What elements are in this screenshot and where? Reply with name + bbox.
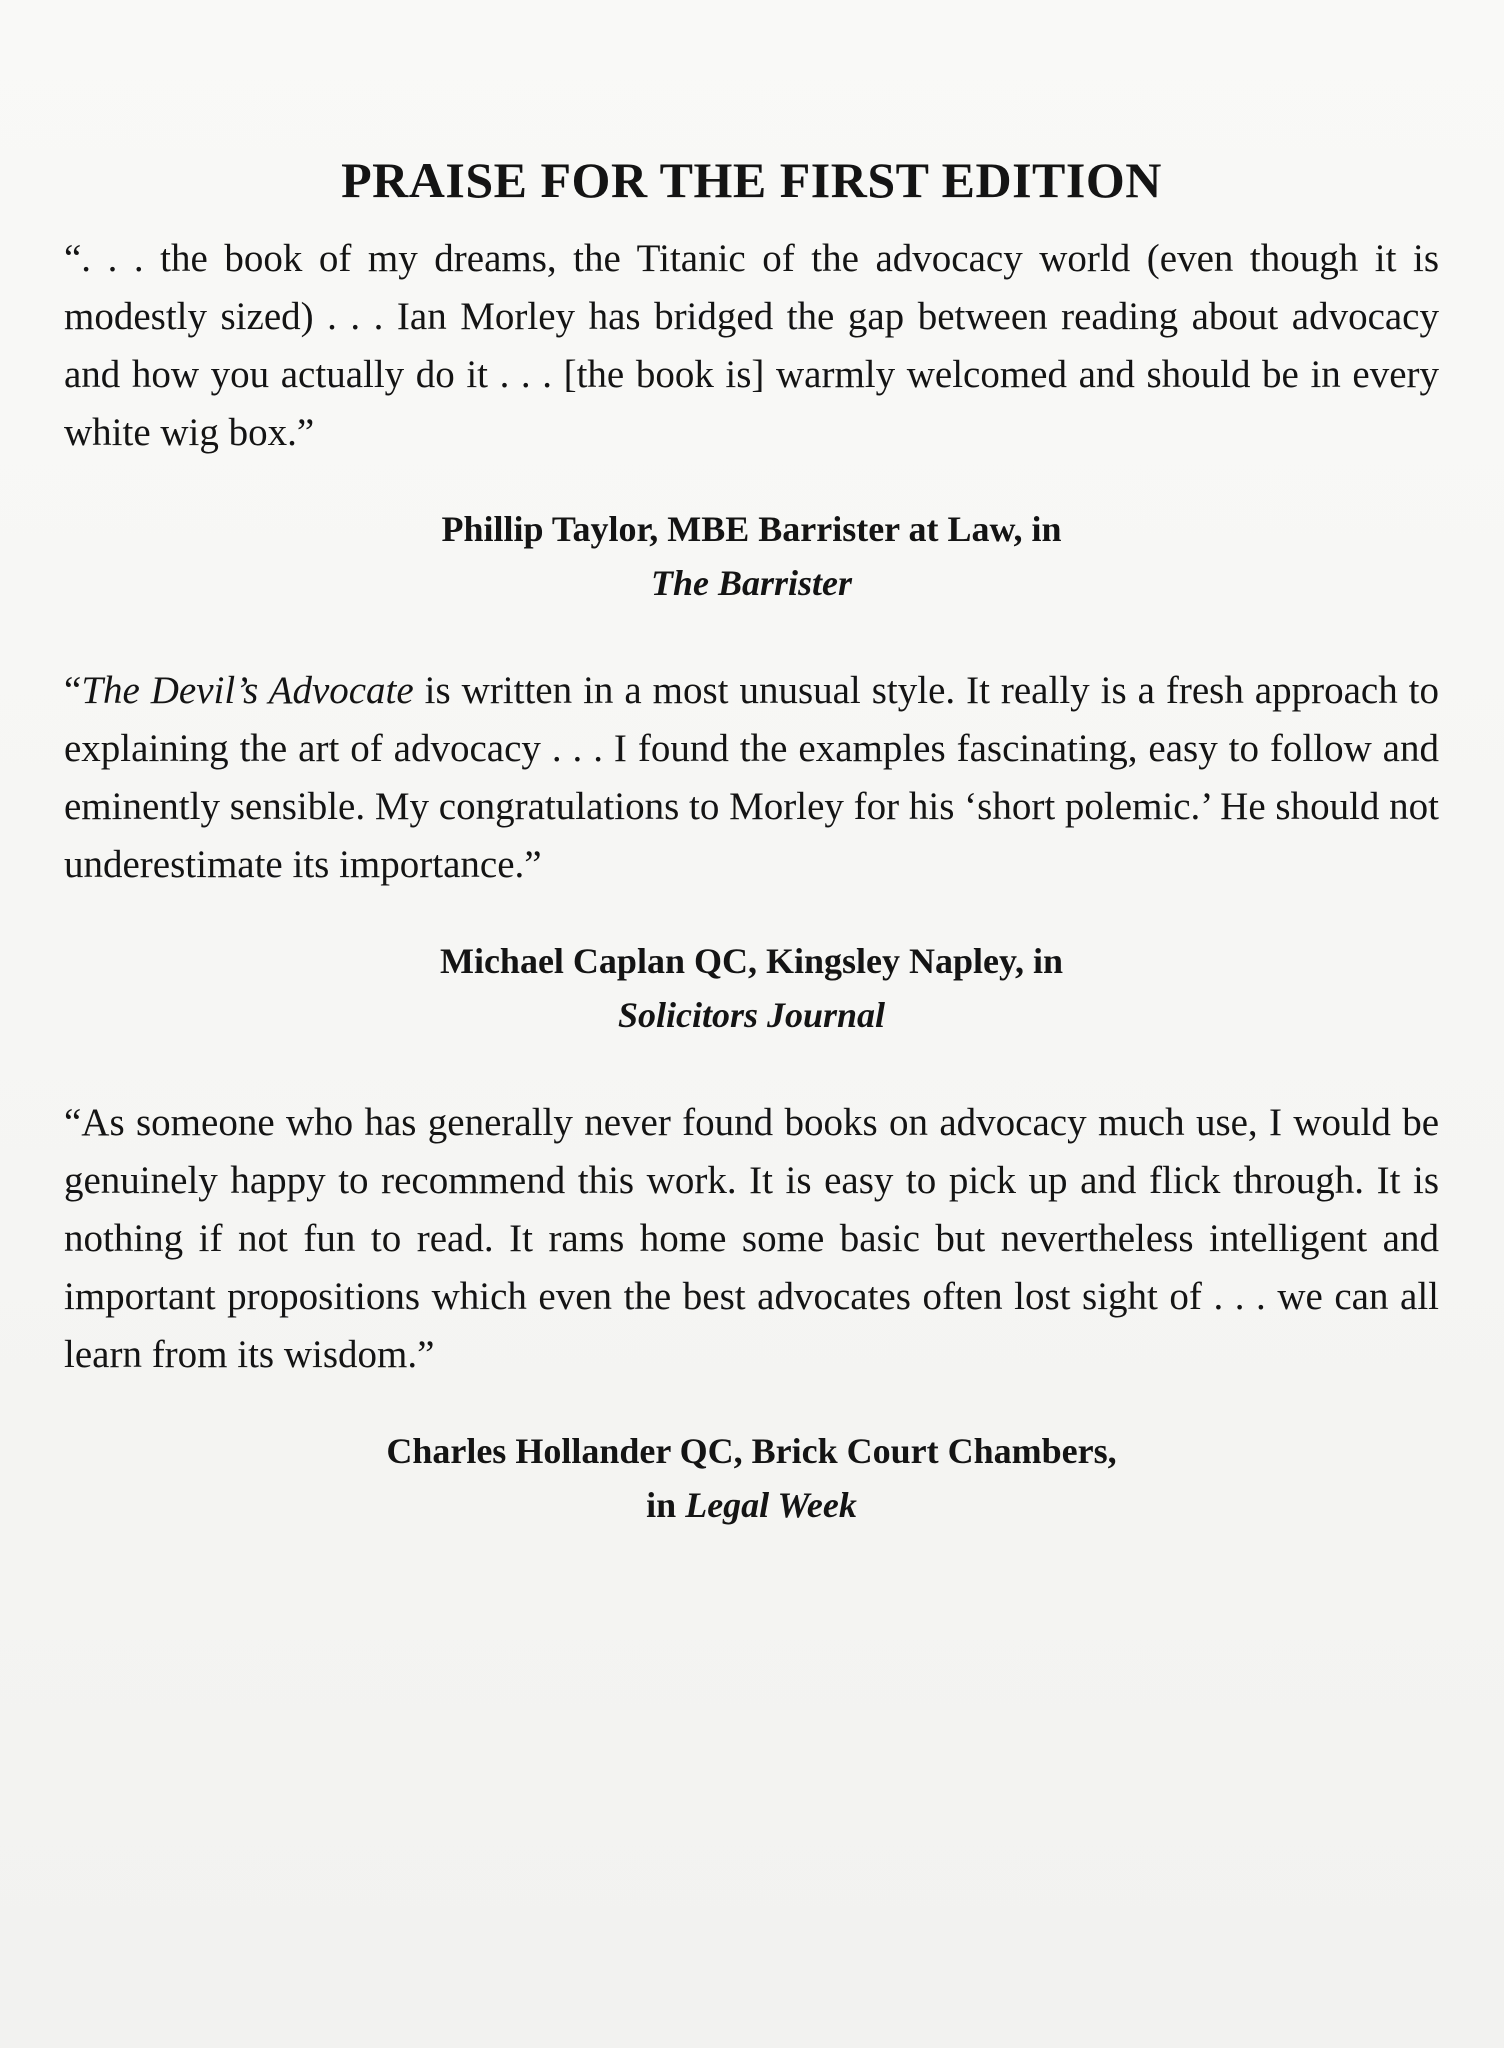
review-publication: Solicitors Journal <box>617 995 886 1035</box>
review-author: Michael Caplan QC, Kingsley Napley, in <box>439 941 1064 981</box>
review-quote: “As someone who has generally never found books on advocacy much use, I would be genuinely happy to recommend this work. It is easy to pick up and flick through. It is nothing if not fun to read. It rams home some basic but nevertheless intelligent and important propositions which even the best advocates often lost sight of . . . we can all learn from its wisdom.” <box>64 1101 1439 1376</box>
review-publication-line <box>64 1478 1439 1532</box>
quote-open-mark: “ <box>64 669 82 712</box>
review-attribution <box>64 934 1439 1042</box>
review-publication: The Barrister <box>650 563 853 603</box>
review-attribution <box>64 502 1439 610</box>
review-attribution <box>64 1424 1439 1532</box>
review-quote <box>64 662 1439 894</box>
review-1 <box>64 230 1439 610</box>
review-publication: Legal Week <box>685 1485 857 1525</box>
praise-section <box>64 150 1439 1532</box>
review-author: Charles Hollander QC, Brick Court Chambers, <box>386 1431 1117 1471</box>
page-title: PRAISE FOR THE FIRST EDITION <box>341 152 1162 208</box>
review-author: Phillip Taylor, MBE Barrister at Law, in <box>441 509 1062 549</box>
publication-prefix: in <box>646 1485 686 1525</box>
review-3 <box>64 1094 1439 1532</box>
review-quote: “. . . the book of my dreams, the Titanic of the advocacy world (even though it is modestly sized) . . . Ian Morley has bridged the gap between reading about advocacy and how you actually do it . . . [the book is] warmly welcomed and should be in every white wig box.” <box>64 237 1439 454</box>
review-quote-text: is written in a most unusual style. It really is a fresh approach to explaining the art of advocacy . . . I found the examples fascinating, easy to follow and eminently sensible. My congratulations to Morley for his ‘short polemic.’ He should not underestimate its importance.” <box>64 669 1439 886</box>
book-title: The Devil’s Advocate <box>81 669 414 712</box>
review-2 <box>64 662 1439 1042</box>
